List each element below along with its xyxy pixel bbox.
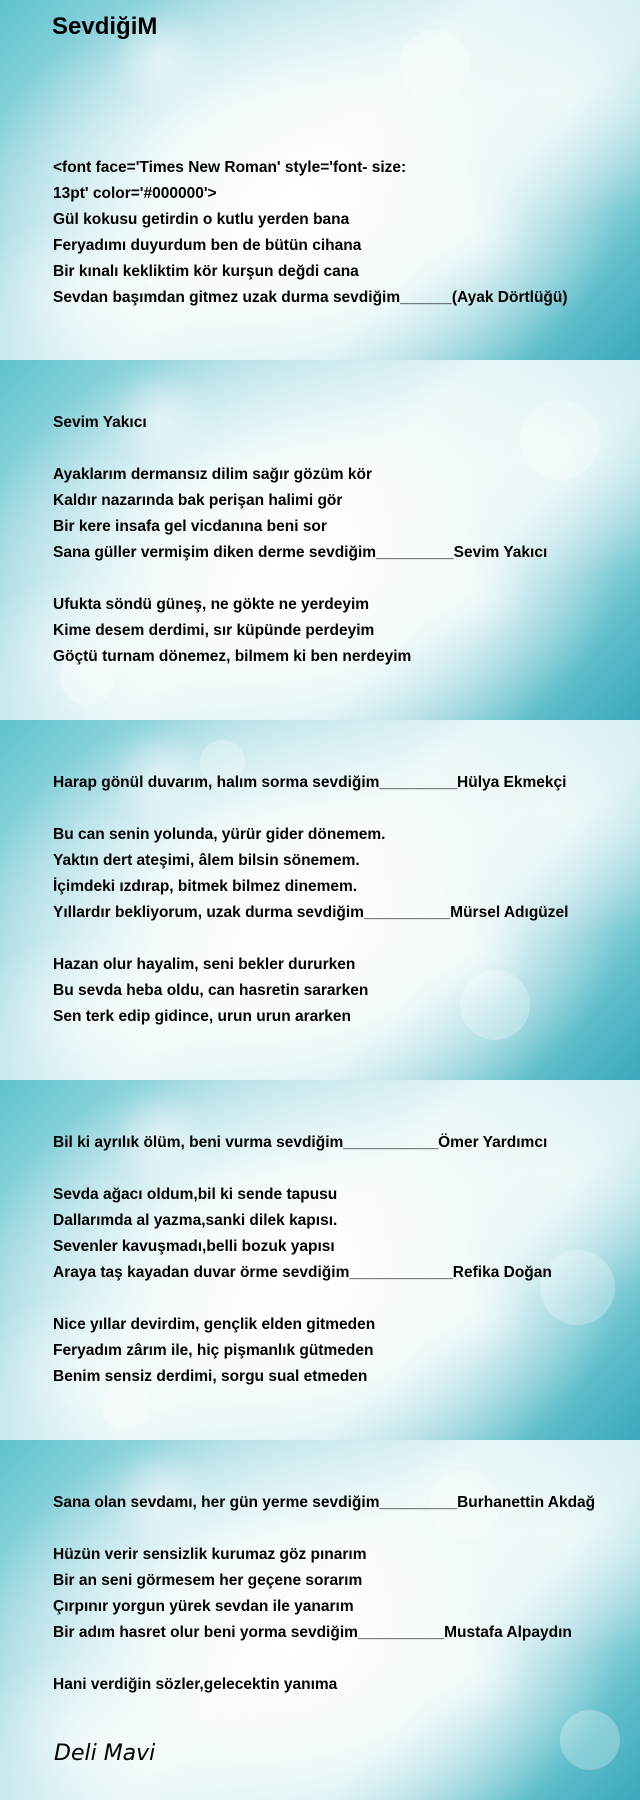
poem-panel-3: [0, 720, 640, 1080]
poem-line: Harap gönül duvarım, halım sorma sevdiğim_________Hülya Ekmekçi: [53, 774, 567, 791]
poem-line: Bu sevda heba oldu, can hasretin sararken: [53, 982, 369, 999]
poem-line: Bu can senin yolunda, yürür gider dönemem.: [53, 826, 386, 843]
author-signature: Deli Mavi: [54, 1741, 156, 1766]
poem-line: 13pt' color='#000000'>: [53, 185, 217, 202]
poem-line: Göçtü turnam dönemez, bilmem ki ben nerdeyim: [53, 648, 412, 665]
poem-line: Sevda ağacı oldum,bil ki sende tapusu: [53, 1186, 338, 1203]
poem-line: Kaldır nazarında bak perişan halimi gör: [53, 492, 343, 509]
poem-line: Bir adım hasret olur beni yorma sevdiğim__________Mustafa Alpaydın: [53, 1624, 572, 1641]
poem-line: Ayaklarım dermansız dilim sağır gözüm kör: [53, 466, 372, 483]
stanza-gap: [53, 566, 633, 592]
poem-line: Sana güller vermişim diken derme sevdiğim_________Sevim Yakıcı: [53, 544, 548, 561]
stanza-gap: [53, 926, 633, 952]
poem-line: Araya taş kayadan duvar örme sevdiğim____________Refika Doğan: [53, 1264, 552, 1281]
poem-stanza-3: [53, 770, 633, 1030]
poem-panel-1: [0, 0, 640, 360]
poem-line: Sana olan sevdamı, her gün yerme sevdiğim_________Burhanettin Akdağ: [53, 1494, 596, 1511]
poem-stanza-1: [53, 155, 633, 311]
stanza-gap: [53, 1646, 633, 1672]
poem-line: Çırpınır yorgun yürek sevdan ile yanarım: [53, 1598, 354, 1615]
poem-line: Bir an seni görmesem her geçene sorarım: [53, 1572, 363, 1589]
poem-line: Bir kere insafa gel vicdanına beni sor: [53, 518, 327, 535]
poem-line: Bil ki ayrılık ölüm, beni vurma sevdiğim___________Ömer Yardımcı: [53, 1134, 548, 1151]
poem-line: Hazan olur hayalim, seni bekler dururken: [53, 956, 356, 973]
stanza-gap: [53, 1286, 633, 1312]
poem-line: Sevim Yakıcı: [53, 414, 147, 431]
poem-line: Hüzün verir sensizlik kurumaz göz pınarım: [53, 1546, 367, 1563]
poem-panel-4: [0, 1080, 640, 1440]
stanza-gap: [53, 796, 633, 822]
poem-line: <font face='Times New Roman' style='font- size:: [53, 159, 407, 176]
poem-line: Benim sensiz derdimi, sorgu sual etmeden: [53, 1368, 368, 1385]
poem-line: Sen terk edip gidince, urun urun ararken: [53, 1008, 352, 1025]
poem-line: İçimdeki ızdırap, bitmek bilmez dinemem.: [53, 878, 358, 895]
poem-line: Dallarımda al yazma,sanki dilek kapısı.: [53, 1212, 338, 1229]
poem-line: Bir kınalı kekliktim kör kurşun değdi cana: [53, 263, 359, 280]
poem-stanza-2: [53, 410, 633, 670]
poem-panel-5: [0, 1440, 640, 1800]
poem-line: Kime desem derdimi, sır küpünde perdeyim: [53, 622, 375, 639]
poem-stanza-5: [53, 1490, 633, 1698]
poem-line: Gül kokusu getirdin o kutlu yerden bana: [53, 211, 350, 228]
poem-line: Yaktın dert ateşimi, âlem bilsin sönemem.: [53, 852, 360, 869]
poem-line: Feryadımı duyurdum ben de bütün cihana: [53, 237, 362, 254]
poem-line: Nice yıllar devirdim, gençlik elden gitmeden: [53, 1316, 376, 1333]
poem-line: Sevenler kavuşmadı,belli bozuk yapısı: [53, 1238, 335, 1255]
page-title: SevdiğiM: [52, 13, 158, 40]
poem-line: Sevdan başımdan gitmez uzak durma sevdiğim______(Ayak Dörtlüğü): [53, 289, 568, 306]
stanza-gap: [53, 1516, 633, 1542]
poem-line: Feryadım zârım ile, hiç pişmanlık gütmeden: [53, 1342, 374, 1359]
poem-line: Ufukta söndü güneş, ne gökte ne yerdeyim: [53, 596, 370, 613]
stanza-gap: [53, 1156, 633, 1182]
poem-line: Yıllardır bekliyorum, uzak durma sevdiğim__________Mürsel Adıgüzel: [53, 904, 569, 921]
poem-line: Hani verdiğin sözler,gelecektin yanıma: [53, 1676, 338, 1693]
stanza-gap: [53, 436, 633, 462]
poem-panel-2: [0, 360, 640, 720]
poem-stanza-4: [53, 1130, 633, 1390]
